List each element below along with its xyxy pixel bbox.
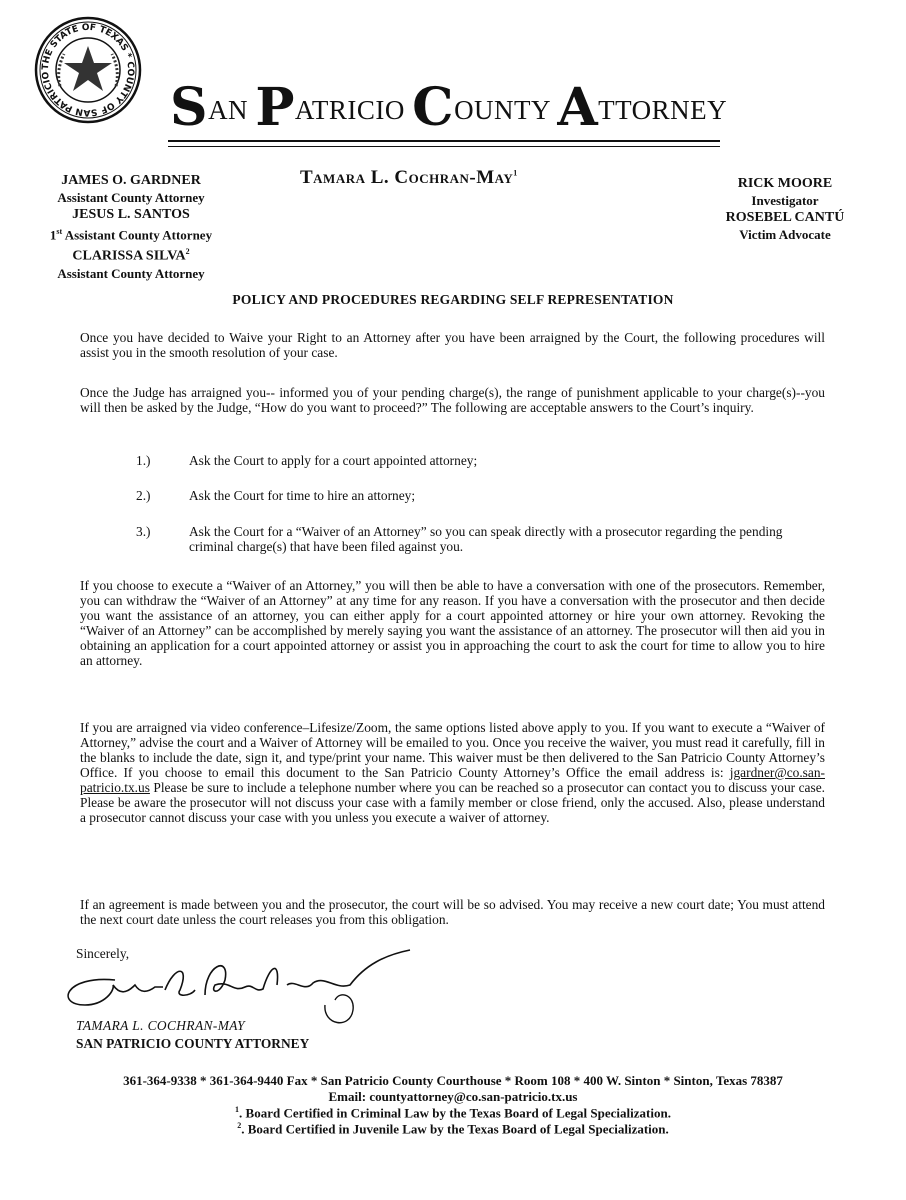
list-text: Ask the Court to apply for a court appointed attorney; [189,453,478,468]
list-item [136,524,796,560]
county-attorney-name: Tamara L. Cochran-May$^1$ [300,167,518,188]
paragraph: Once you have decided to Waive your Right to an Attorney after you have been arraigned by the Court, the following procedures will assist you in the smooth resolution of your case. [80,330,825,360]
footnote: $^1$. Board Certified in Criminal Law by the Texas Board of Legal Specialization. [235,1105,671,1121]
paragraph: If an agreement is made between you and the prosecutor, the court will be so advised. You may receive a new court date; You must attend the next court date unless the court releases you from this obligation. [80,897,825,927]
list-text: Ask the Court for a “Waiver of an Attorney” so you can speak directly with a prosecutor regarding the pending criminal charge(s) that have been filed against you. [189,524,783,554]
star-icon [64,46,112,91]
office-masthead: SAN PATRICIO COUNTY ATTORNEY [170,77,728,138]
salutation: Sincerely, [76,946,130,961]
paragraph: Once the Judge has arraigned you-- informed you of your pending charge(s), the range of punishment applicable to your charge(s)--you will then be asked by the Judge, “How do you want to proceed?” The following are acceptable answers to the Court’s inquiry. [80,385,825,415]
list-number: 2.) [136,488,151,503]
seal-text: THE STATE OF TEXAS * COUNTY OF SAN PATRICIO [40,22,136,118]
staff-role: Assistant County Attorney [57,190,205,205]
list-text: Ask the Court for time to hire an attorney; [189,488,416,503]
staff-role: Victim Advocate [739,227,831,242]
staff-name: JESUS L. SANTOS [72,207,190,222]
staff-role: Investigator [751,193,819,208]
staff-name: RICK MOORE [737,176,833,191]
email-link[interactable]: jgardner@co.san-patricio.tx.us [80,765,825,795]
header-rule [168,146,720,147]
staff-name: JAMES O. GARDNER [61,173,201,188]
paragraph: If you are arraigned via video conference–Lifesize/Zoom, the same options listed above apply to you. If you want to execute a “Waiver of Attorney,” advise the court and a Waiver of Attorney will be emailed to you. Once you receive the waiver, you must read it carefully, fill in the blanks to include the date, sign it, and type/print your name. This waiver must be then delivered to the San Patricio County Attorney’s Office. If you choose to email this document to the San Patricio County Attorney’s Office the email address is: jgardner@co.san-patricio.tx.us Please be sure to include a telephone number where you can be reached so a prosecutor can contact you to discuss your case. Please be aware the prosecutor will not discuss your case with a family member or close friend, only the accused. Also, please understand a prosecutor cannot discuss your case with you unless you execute a waiver of attorney. [80,720,825,825]
list-item [136,453,796,473]
county-seal [34,16,142,124]
footnote: $^2$. Board Certified in Juvenile Law by the Texas Board of Legal Specialization. [237,1121,669,1137]
list-number: 3.) [136,524,151,539]
staff-name: CLARISSA SILVA$^2$ [72,247,190,264]
signatory-name: TAMARA L. COCHRAN-MAY [76,1018,245,1033]
list-item [136,488,796,508]
footer-contact: 361-364-9338 * 361-364-9440 Fax * San Patricio County Courthouse * Room 108 * 400 W. Sinton * Sinton, Texas 78387 [123,1073,783,1088]
list-number: 1.) [136,453,151,468]
header-rule [168,140,720,142]
staff-role: 1st Assistant County Attorney [49,227,213,243]
staff-list-right [700,175,870,243]
document-title: POLICY AND PROCEDURES REGARDING SELF REPRESENTATION [232,292,674,307]
staff-list-left [26,172,236,282]
signatory-title: SAN PATRICIO COUNTY ATTORNEY [76,1036,310,1051]
staff-name: ROSEBEL CANTÚ [725,210,845,225]
paragraph: If you choose to execute a “Waiver of an Attorney,” you will then be able to have a conversation with one of the prosecutors. Remember, you can withdraw the “Waiver of an Attorney” at any time for any reason. If you have a conversation with the prosecutor and then decide you want the assistance of an attorney, you can either apply for a court appointed attorney or hire your own attorney. Revoking the “Waiver of an Attorney” can be accomplished by merely saying you want the assistance of an attorney. The prosecutor will then aid you in obtaining an application for a court appointed attorney or assist you in approaching the court to ask the court for time to allow you to hire an attorney. [80,578,825,668]
footer-email[interactable]: Email: countyattorney@co.san-patricio.tx.us [328,1089,578,1104]
staff-role: Assistant County Attorney [57,265,205,281]
